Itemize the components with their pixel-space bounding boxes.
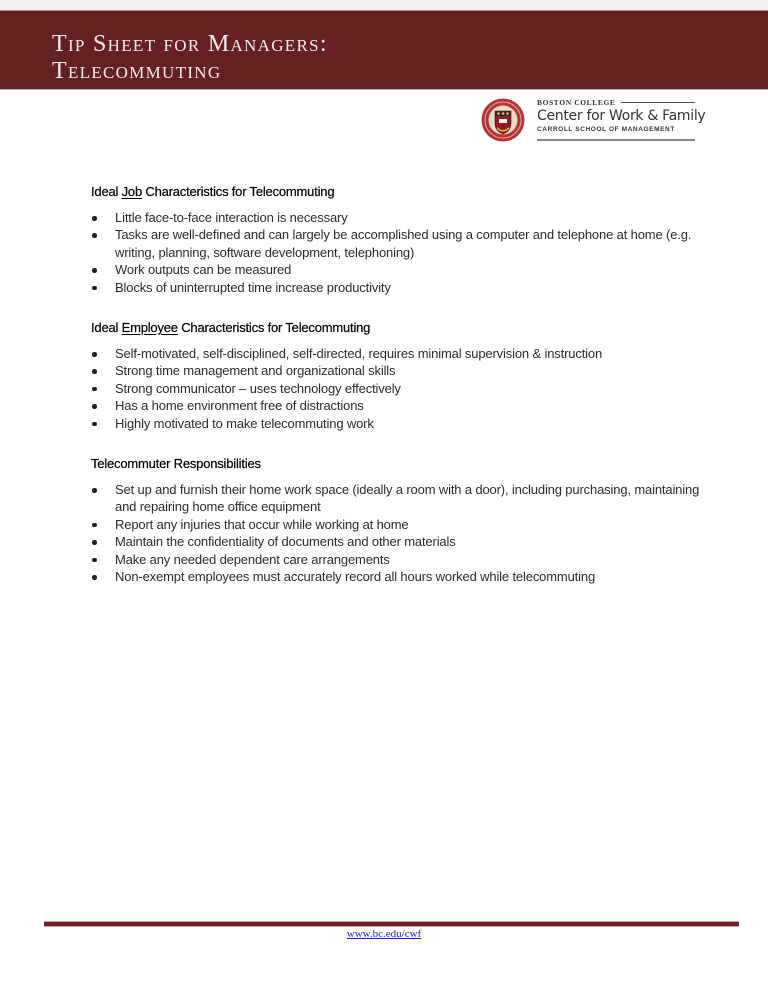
heading-emphasis: Employee <box>121 320 178 336</box>
header-banner <box>0 10 768 90</box>
list-item-text: Make any needed dependent care arrangements <box>115 551 390 567</box>
list-item-text: Strong communicator – uses technology effectively <box>115 380 401 396</box>
list-item <box>91 209 711 226</box>
heading-text: Characteristics for Telecommuting <box>141 184 335 199</box>
bullet-icon <box>92 216 97 221</box>
heading-emphasis: Job <box>121 184 142 199</box>
list-item <box>91 481 711 516</box>
logo-text <box>537 97 706 141</box>
logo-school-name: CARROLL SCHOOL OF MANAGEMENT <box>537 126 675 133</box>
page-title <box>52 31 328 85</box>
bullet-icon <box>92 575 97 580</box>
bullet-icon <box>92 286 97 291</box>
heading-text: Ideal <box>91 320 122 336</box>
list-item <box>91 568 711 585</box>
list-item <box>91 279 711 296</box>
bullet-icon <box>92 369 97 374</box>
bullet-list <box>91 345 711 432</box>
bullet-list <box>91 481 711 585</box>
list-item-text: Maintain the confidentiality of documents and other materials <box>115 534 456 550</box>
list-item-text: Non-exempt employees must accurately record all hours worked while telecommuting <box>115 569 596 585</box>
bullet-icon <box>92 558 97 563</box>
bullet-list <box>91 209 711 296</box>
list-item <box>91 533 711 550</box>
list-item <box>91 380 711 397</box>
list-item-text: Self-motivated, self-disciplined, self-directed, requires minimal supervision & instruction <box>115 346 603 362</box>
list-item <box>91 261 711 278</box>
logo-institution: BOSTON COLLEGE <box>537 98 616 107</box>
heading-text: Ideal <box>91 184 122 199</box>
heading-text: Characteristics for Telecommuting <box>177 320 371 336</box>
footer-website-link[interactable]: www.bc.edu/cwf <box>346 928 422 940</box>
list-item-text: Report any injuries that occur while working at home <box>115 516 409 532</box>
list-item-text: Strong time management and organizational skills <box>115 363 396 379</box>
list-item-text: Highly motivated to make telecommuting work <box>115 415 374 431</box>
list-item <box>91 226 711 261</box>
list-item-text: Tasks are well-defined and can largely be accomplished using a computer and telephone at home (e.g. writing, planning, software development, telephoning) <box>115 227 692 260</box>
list-item-text: Little face-to-face interaction is necessary <box>115 210 348 225</box>
footer-divider <box>44 921 739 927</box>
list-item-text: Set up and furnish their home work space (ideally a room with a door), including purchasing, maintaining and repairing home office equipment <box>115 482 700 515</box>
list-item-text: Work outputs can be measured <box>115 262 292 278</box>
logo-top-line <box>537 97 695 108</box>
document-body <box>91 184 711 610</box>
list-item <box>91 516 711 533</box>
section-heading <box>91 320 711 336</box>
list-item <box>91 345 711 362</box>
bullet-icon <box>92 523 97 528</box>
logo-rule <box>621 102 696 103</box>
list-item-text: Blocks of uninterrupted time increase productivity <box>115 279 391 295</box>
logo-bottom-rule <box>537 139 695 141</box>
list-item <box>91 397 711 414</box>
section-telecommuter-responsibilities <box>91 456 711 585</box>
list-item-text: Has a home environment free of distractions <box>115 398 364 414</box>
bullet-icon <box>92 352 97 357</box>
page-title-line-2: Telecommuting <box>52 58 222 84</box>
bullet-icon <box>92 422 97 427</box>
section-employee-characteristics <box>91 320 711 432</box>
page-title-line-1: Tip Sheet for Managers: <box>52 31 328 57</box>
bullet-icon <box>92 404 97 409</box>
bullet-icon <box>92 387 97 392</box>
bullet-icon <box>92 233 97 238</box>
logo-center-name: Center for Work & Family <box>537 108 706 124</box>
cwf-logo <box>481 97 706 147</box>
page-top-margin <box>0 0 768 10</box>
boston-college-seal-icon <box>481 98 525 142</box>
heading-text: Telecommuter Responsibilities <box>91 456 261 472</box>
list-item <box>91 362 711 379</box>
section-heading <box>91 456 711 472</box>
section-job-characteristics <box>91 184 711 296</box>
list-item <box>91 551 711 568</box>
list-item <box>91 415 711 432</box>
bullet-icon <box>92 488 97 493</box>
bullet-icon <box>92 540 97 545</box>
section-heading <box>91 184 711 200</box>
bullet-icon <box>92 268 97 273</box>
